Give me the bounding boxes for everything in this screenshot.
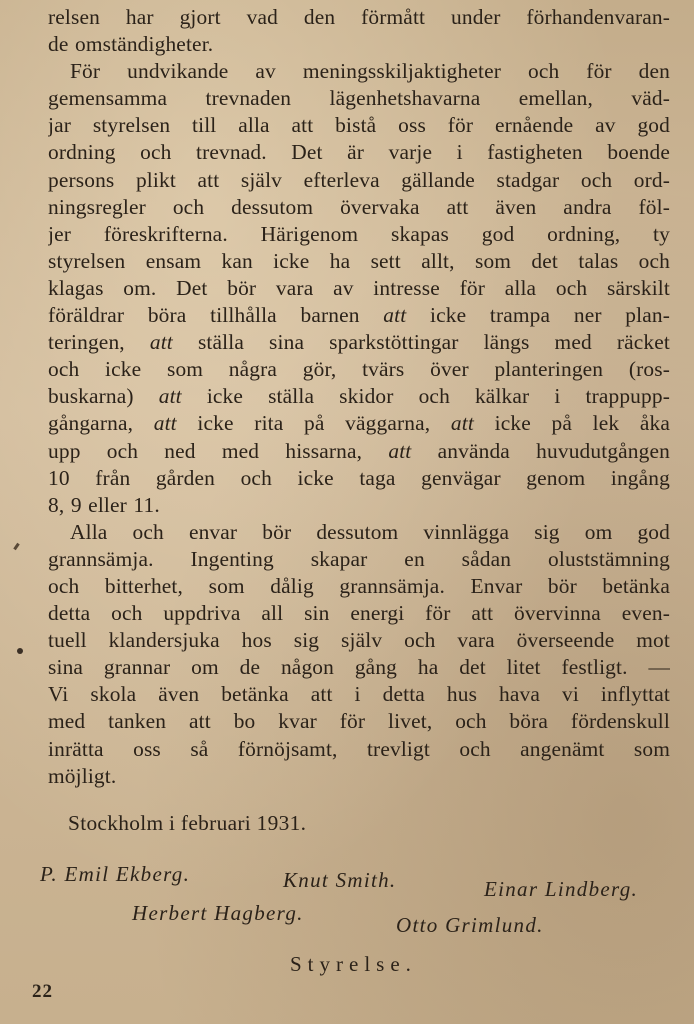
board-title: Styrelse. [290, 952, 417, 976]
text-line: buskarna) att icke ställa skidor och kälkar i trappupp- [48, 384, 670, 409]
text-line: klagas om. Det bör vara av intresse för alla och särskilt [48, 275, 670, 300]
ink-mark [13, 543, 19, 550]
signature: Herbert Hagberg. [132, 901, 304, 925]
signature: P. Emil Ekberg. [40, 862, 191, 886]
text-line: Alla och envar bör dessutom vinnlägga sig om god [70, 519, 670, 544]
text-line: upp och ned med hissarna, att använda huvudutgången [48, 438, 670, 463]
text-line: ordning och trevnad. Det är varje i fastigheten boende [48, 140, 670, 165]
text-line: persons plikt att själv efterleva gällande stadgar och ord- [48, 167, 670, 192]
text-line: och icke som några gör, tvärs över planteringen (ros- [48, 357, 670, 382]
text-line: sina grannar om de någon gång ha det litet festligt. — [48, 655, 670, 680]
text-line: 10 från gården och icke taga genvägar genom ingång [48, 465, 670, 490]
text-line: jar styrelsen till alla att bistå oss för ernående av god [48, 113, 670, 138]
text-line: tuell klandersjuka hos sig själv och vara överseende mot [48, 628, 670, 653]
text-line: relsen har gjort vad den förmått under förhandenvaran- [48, 5, 670, 29]
text-line: För undvikande av meningsskiljaktigheter och för den [70, 59, 670, 84]
text-line: teringen, att ställa sina sparkstöttingar längs med räcket [48, 330, 670, 355]
text-line: detta och uppdriva all sin energi för att övervinna even- [48, 601, 670, 626]
signature: Knut Smith. [283, 868, 397, 892]
text-line: med tanken att bo kvar för livet, och böra fördenskull [48, 709, 670, 734]
text-line: ningsregler och dessutom övervaka att även andra föl- [48, 194, 670, 219]
signature: Otto Grimlund. [396, 913, 544, 937]
margin-dot [17, 648, 23, 654]
text-line: gångarna, att icke rita på väggarna, att icke på lek åka [48, 411, 670, 436]
text-line: inrätta oss så förnöjsamt, trevligt och angenämt som [48, 736, 670, 761]
body-text [48, 4, 670, 790]
text-line: gemensamma trevnaden lägenhetshavarna emellan, väd- [48, 86, 670, 111]
text-line: möjligt. [48, 763, 117, 788]
text-line: föräldrar böra tillhålla barnen att icke trampa ner plan- [48, 303, 670, 328]
text-line: de omständigheter. [48, 32, 214, 57]
text-line: och bitterhet, som dålig grannsämja. Envar bör betänka [48, 573, 670, 598]
signature: Einar Lindberg. [484, 877, 639, 901]
text-line: styrelsen ensam kan icke ha sett allt, som det talas och [48, 248, 670, 273]
date-line: Stockholm i februari 1931. [68, 811, 307, 835]
text-line: jer föreskrifterna. Härigenom skapas god ordning, ty [48, 221, 670, 246]
text-line: 8, 9 eller 11. [48, 492, 160, 517]
text-line: Vi skola även betänka att i detta hus hava vi inflyttat [48, 682, 670, 707]
text-line: grannsämja. Ingenting skapar en sådan oluststämning [48, 546, 670, 571]
page-number: 22 [32, 981, 53, 1002]
